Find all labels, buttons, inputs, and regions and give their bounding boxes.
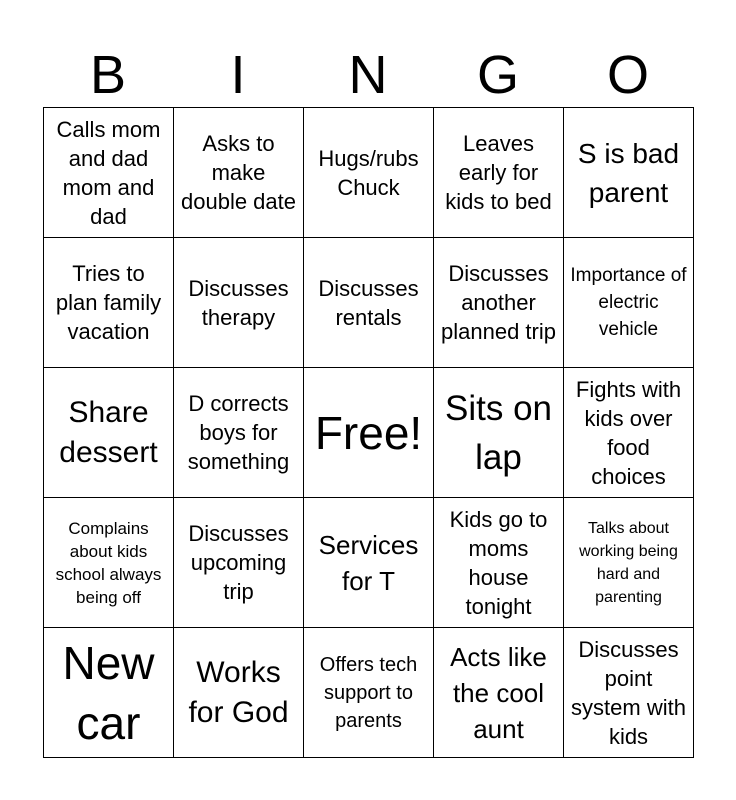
bingo-cell[interactable]: New car [44,628,174,758]
bingo-cell[interactable]: D corrects boys for something [174,368,304,498]
board-row [44,628,694,758]
board-row [44,238,694,368]
bingo-cell[interactable]: Leaves early for kids to bed [434,108,564,238]
bingo-cell[interactable]: Complains about kids school always being off [44,498,174,628]
bingo-cell[interactable]: Discusses upcoming trip [174,498,304,628]
header-letter-g: G [476,45,519,105]
bingo-cell[interactable]: Hugs/rubs Chuck [304,108,434,238]
board-row [44,498,694,628]
bingo-cell[interactable]: Offers tech support to parents [304,628,434,758]
header-letter-o: O [606,45,649,105]
bingo-board [43,107,694,758]
bingo-cell[interactable]: Kids go to moms house tonight [434,498,564,628]
bingo-cell[interactable]: Discusses point system with kids [564,628,694,758]
header-letter-b: B [89,45,127,105]
bingo-header [43,42,693,108]
bingo-cell[interactable]: Works for God [174,628,304,758]
bingo-cell[interactable]: Sits on lap [434,368,564,498]
board-row [44,108,694,238]
bingo-cell[interactable]: Importance of electric vehicle [564,238,694,368]
bingo-cell[interactable]: Discusses therapy [174,238,304,368]
bingo-cell[interactable]: Talks about working being hard and parenting [564,498,694,628]
bingo-cell[interactable]: Acts like the cool aunt [434,628,564,758]
bingo-cell[interactable]: Fights with kids over food choices [564,368,694,498]
bingo-cell[interactable]: Discusses rentals [304,238,434,368]
bingo-cell[interactable]: Tries to plan family vacation [44,238,174,368]
board-row [44,368,694,498]
bingo-cell[interactable]: Asks to make double date [174,108,304,238]
bingo-cell[interactable]: Discusses another planned trip [434,238,564,368]
free-space-cell[interactable]: Free! [304,368,434,498]
header-letter-n: N [348,45,388,105]
bingo-cell[interactable]: S is bad parent [564,108,694,238]
bingo-cell[interactable]: Services for T [304,498,434,628]
bingo-cell[interactable]: Calls mom and dad mom and dad [44,108,174,238]
header-letter-i: I [230,45,246,105]
bingo-cell[interactable]: Share dessert [44,368,174,498]
